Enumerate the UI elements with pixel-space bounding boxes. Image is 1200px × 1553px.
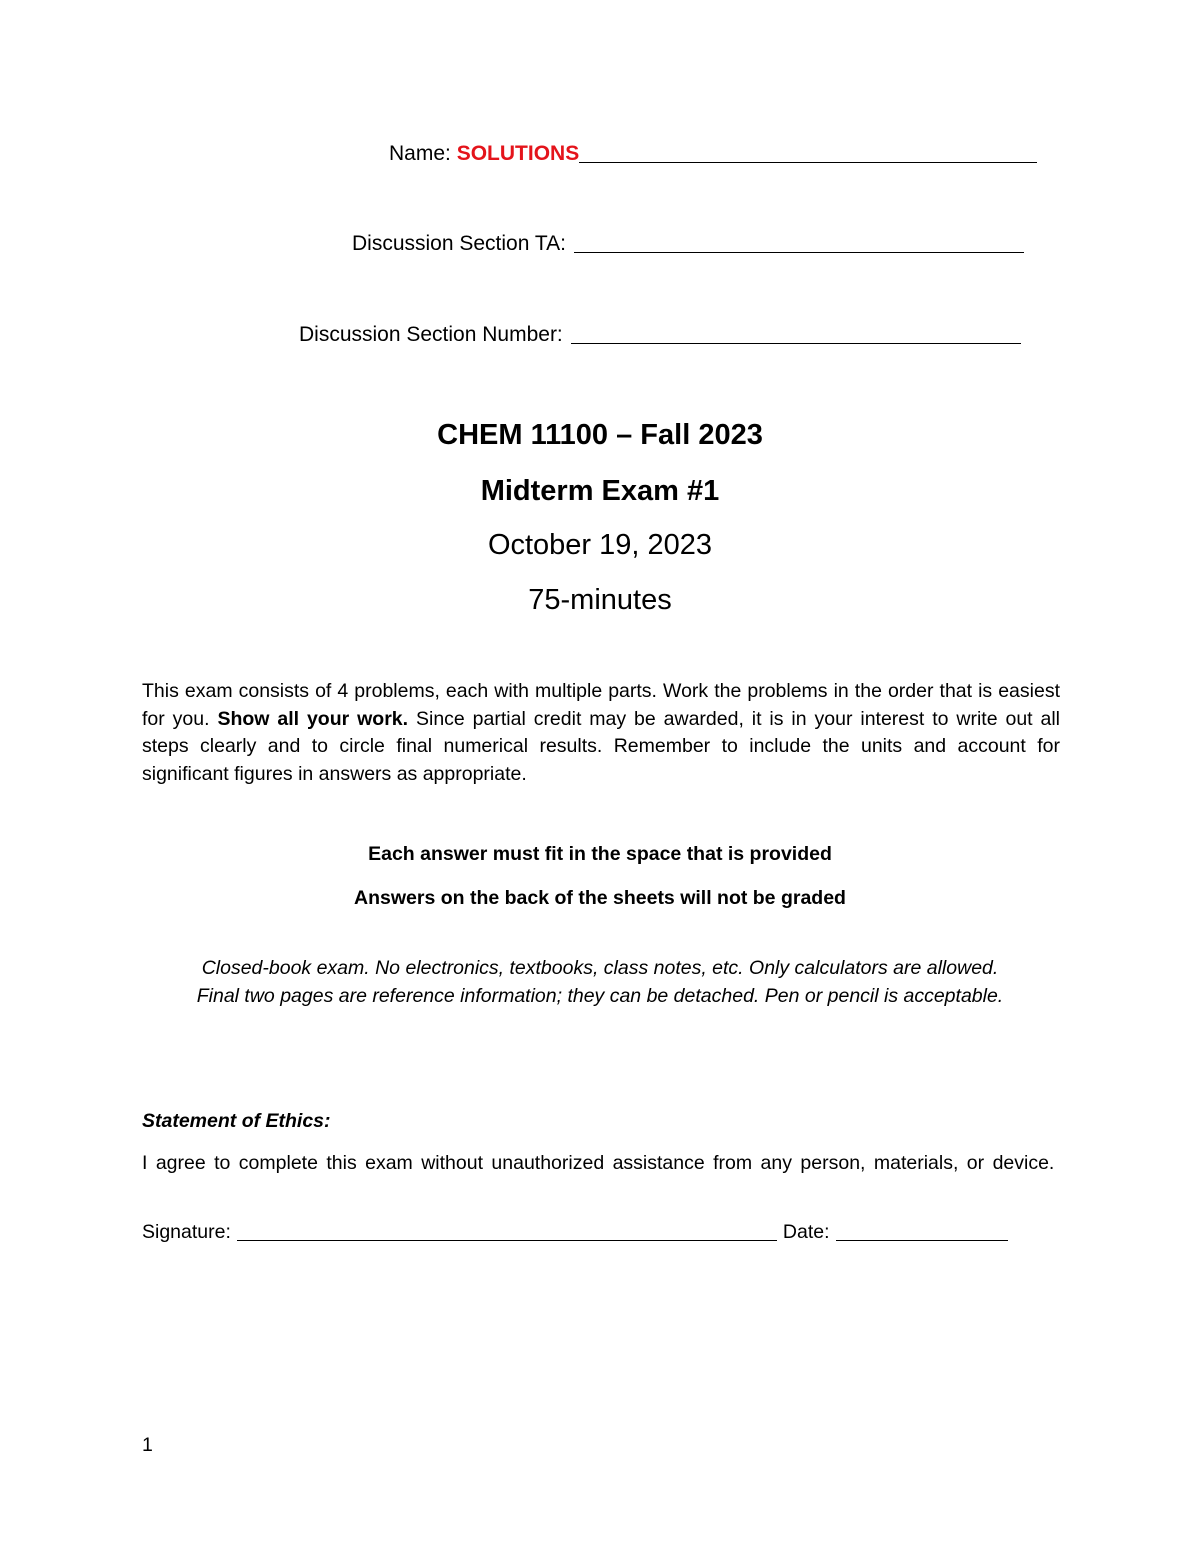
- signature-label: Signature:: [142, 1221, 231, 1243]
- section-number-field: [299, 323, 1021, 347]
- ethics-statement: I agree to complete this exam without unauthorized assistance from any person, materials, or device.: [142, 1152, 1055, 1174]
- instructions-text-2: Since partial credit may be awarded, it is in your interest to write out all steps clearly and to circle final numerical results. Remember to include the units and account for significant figures in answers as appropriate.: [142, 707, 1061, 785]
- rules-line-2: Final two pages are reference information; they can be detached. Pen or pencil is acceptable.: [196, 985, 1004, 1007]
- exam-date: October 19, 2023: [487, 529, 713, 561]
- ta-label: Discussion Section TA:: [352, 232, 566, 255]
- instructions-paragraph: [142, 678, 1060, 788]
- section-number-blank-line[interactable]: [571, 342, 1021, 344]
- page-number: 1: [142, 1434, 153, 1456]
- ta-blank-line[interactable]: [574, 251, 1024, 253]
- ta-field: [352, 232, 1024, 256]
- name-label: Name:: [389, 142, 451, 165]
- date-blank-line[interactable]: [836, 1239, 1008, 1241]
- notice-fit: Each answer must fit in the space that is provided: [368, 843, 832, 865]
- exam-title: Midterm Exam #1: [480, 475, 720, 507]
- date-label: Date:: [782, 1221, 830, 1243]
- ethics-heading: Statement of Ethics:: [142, 1110, 331, 1132]
- instructions-text-1: This exam consists of 4 problems, each with multiple parts. Work the problems in the order that is easiest for you.: [142, 680, 1060, 730]
- exam-duration: 75-minutes: [528, 584, 672, 616]
- name-field: [389, 142, 1037, 166]
- name-value: SOLUTIONS: [456, 142, 580, 165]
- instructions-bold: Show all your work.: [217, 707, 409, 730]
- signature-blank-line[interactable]: [237, 1239, 777, 1241]
- notice-back: Answers on the back of the sheets will not be graded: [354, 887, 846, 909]
- section-number-label: Discussion Section Number:: [299, 323, 563, 346]
- signature-row: [142, 1220, 1008, 1244]
- name-blank-line[interactable]: [579, 161, 1037, 163]
- course-title: CHEM 11100 – Fall 2023: [437, 419, 763, 451]
- rules-line-1: Closed-book exam. No electronics, textbooks, class notes, etc. Only calculators are allowed.: [201, 957, 999, 979]
- exam-rules: [0, 954, 1200, 1010]
